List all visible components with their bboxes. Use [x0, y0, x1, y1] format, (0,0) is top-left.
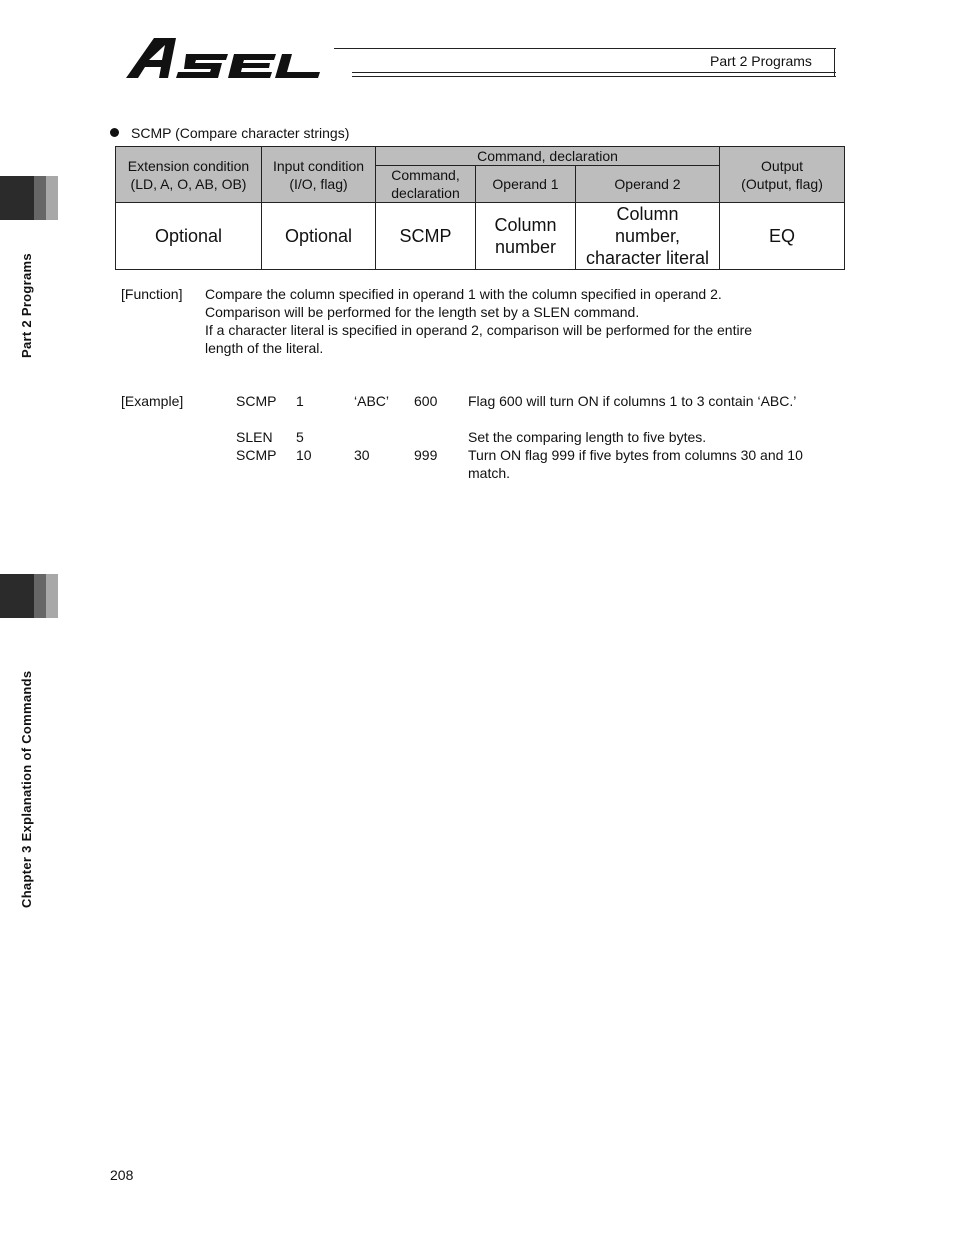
- command-title-text: SCMP (Compare character strings): [131, 125, 350, 141]
- example-row-2-operand-1: 5: [296, 429, 304, 445]
- side-tab-label-chapter: Chapter 3 Explanation of Commands: [19, 670, 34, 908]
- command-spec-table: [115, 146, 845, 270]
- example-row-3-output: 999: [414, 447, 438, 463]
- function-line-1: Compare the column specified in operand 1 with the column specified in operand 2.: [205, 286, 722, 302]
- header-output: Output (Output, flag): [720, 147, 845, 203]
- example-label: [Example]: [121, 393, 184, 409]
- example-row-3-command: SCMP: [236, 447, 277, 463]
- page-number: 208: [110, 1167, 134, 1183]
- example-row-3-comment-line-1: Turn ON flag 999 if five bytes from columns 30 and 10: [468, 447, 803, 463]
- header-command-declaration-group: Command, declaration: [376, 147, 720, 166]
- example-row-3-operand-2: 30: [354, 447, 370, 463]
- header-input-condition: Input condition (I/O, flag): [262, 147, 376, 203]
- section-label: Part 2 Programs: [710, 53, 812, 69]
- function-line-2: Comparison will be performed for the length set by a SLEN command.: [205, 304, 640, 320]
- cell-extension-condition: Optional: [116, 203, 262, 270]
- header-operand-2: Operand 2: [576, 166, 720, 203]
- function-line-4: length of the literal.: [205, 340, 324, 356]
- example-row-3-comment-line-2: match.: [468, 465, 511, 481]
- example-row-1-comment: Flag 600 will turn ON if columns 1 to 3 contain ‘ABC.’: [468, 393, 797, 409]
- cell-operand-1: Column number: [476, 203, 576, 270]
- example-row-2-command: SLEN: [236, 429, 273, 445]
- function-label: [Function]: [121, 286, 183, 302]
- cell-command: SCMP: [376, 203, 476, 270]
- example-row-1-operand-2: ‘ABC’: [354, 393, 390, 409]
- side-tab-label-programs: Part 2 Programs: [19, 253, 34, 358]
- example-row-1-output: 600: [414, 393, 438, 409]
- side-tab-block-chapter: [0, 574, 58, 618]
- cell-operand-2: Column number, character literal: [576, 203, 720, 270]
- header-rule-mid: [352, 72, 836, 73]
- header-rule-top: [334, 48, 836, 49]
- asel-logo: [124, 34, 350, 80]
- header-rule-vertical: [834, 48, 835, 77]
- header-extension-condition: Extension condition (LD, A, O, AB, OB): [116, 147, 262, 203]
- function-line-3: If a character literal is specified in operand 2, comparison will be performed for the entire: [205, 322, 753, 338]
- side-tab-block-programs: [0, 176, 58, 220]
- cell-input-condition: Optional: [262, 203, 376, 270]
- header-rule-bottom: [352, 76, 836, 77]
- header-operand-1: Operand 1: [476, 166, 576, 203]
- example-row-1-command: SCMP: [236, 393, 277, 409]
- bullet-icon: [110, 128, 119, 137]
- example-row-1-operand-1: 1: [296, 393, 304, 409]
- header-command: Command, declaration: [376, 166, 476, 203]
- example-row-3-operand-1: 10: [296, 447, 312, 463]
- cell-output: EQ: [720, 203, 845, 270]
- example-row-2-comment: Set the comparing length to five bytes.: [468, 429, 707, 445]
- command-title: [110, 125, 349, 141]
